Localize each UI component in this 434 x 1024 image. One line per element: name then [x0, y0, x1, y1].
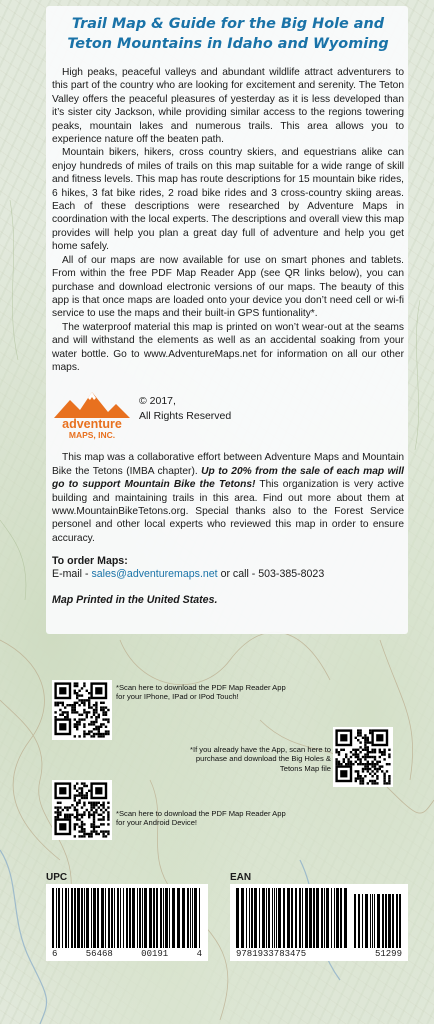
qr-note-android: *Scan here to download the PDF Map Reader App for your Android Device! — [116, 809, 286, 828]
qr-code-android[interactable] — [52, 780, 112, 840]
ean-barcode — [230, 884, 408, 961]
intro-paragraph: High peaks, peaceful valleys and abundant wildlife attract adventurers to this part of the country who are looking for excitement and serenity. The Teton Valley offers the peaceful pleasures of yesterday as it is less developed than it’s sister city Jackson, while providing similar access to the regions towering peaks, mountain lakes and numerous trails. This area allows you to experience nature off the beaten path. — [52, 67, 404, 146]
upc-digit-group: 00191 — [141, 949, 169, 959]
copyright-block — [139, 394, 231, 424]
upc-digit-group: 4 — [196, 949, 202, 959]
ean-label: EAN — [230, 872, 252, 883]
phone-text: or call - 503-385-8023 — [217, 568, 325, 581]
collaboration-paragraph — [52, 451, 404, 545]
logo-subword: MAPS, INC. — [68, 430, 116, 441]
ean-bars — [236, 888, 348, 948]
ean-digit-group: 9781933783475 — [236, 949, 307, 959]
collab-text-1: This map was a collaborative effort between Adventure Maps and Mountain Bike the Tetons (IMBA chapter). — [52, 452, 404, 477]
adventure-maps-logo — [52, 388, 132, 440]
qr-note-purchase: *If you already have the App, scan here to purchase and download the Big Holes & Tetons Map file — [190, 745, 331, 773]
ean-digits — [236, 949, 402, 959]
upc-digit-group: 56468 — [85, 949, 113, 959]
app-paragraph: All of our maps are now available for use on smart phones and tablets. From within the free PDF Map Reader App (see QR links below), you can purchase and download electronic versions of our maps. The beauty of this app is that once maps are loaded onto your device you don’t need cell or wi-fi service to use the maps and their built-in GPS funtionality*. — [52, 254, 404, 320]
upc-label: UPC — [46, 872, 68, 883]
material-paragraph: The waterproof material this map is printed on won’t wear-out at the seams and will withstand the elements as well as an accidental soaking from your water bottle. Go to www.AdventureMaps.net for information on all our other maps. — [52, 321, 404, 373]
ean-digit-group: 51299 — [374, 949, 402, 959]
page-title: Trail Map & Guide for the Big Hole and Teton Mountains in Idaho and Wyoming — [67, 16, 389, 52]
printed-note: Map Printed in the United States. — [52, 594, 218, 607]
upc-digits — [52, 949, 202, 959]
qr-code-apple[interactable] — [52, 680, 112, 740]
upc-barcode — [46, 884, 208, 961]
email-prefix: E-mail - — [52, 568, 92, 581]
copyright-year: © 2017, — [139, 395, 176, 408]
main-content — [52, 10, 404, 606]
logo-word: adventure — [62, 417, 122, 432]
email-link[interactable]: sales@adventuremaps.net — [91, 568, 218, 581]
collab-text-2: This organization is very active building and maintaining trails in this area. Find out more about them at www.MountainBikeTetons.org. Special thanks also to the Forest Service personel and other local experts who reviewed this map in order to ensure accuracy. — [52, 479, 405, 544]
order-title: To order Maps: — [52, 555, 128, 568]
upc-bars — [52, 888, 202, 948]
order-contact — [52, 568, 404, 580]
copyright-rights: All Rights Reserved — [139, 410, 232, 423]
upc-digit-group: 6 — [52, 949, 58, 959]
logo-row — [52, 388, 404, 443]
collab-highlight: Up to 20% from the sale of each map will go to support Mountain Bike the Tetons! — [52, 465, 404, 491]
qr-note-apple: *Scan here to download the PDF Map Reader App for your IPhone, IPad or IPod Touch! — [116, 683, 286, 702]
activities-paragraph: Mountain bikers, hikers, cross country skiers, and equestrians alike can enjoy hundreds of miles of trails on this map suitable for a wide range of skill and fitness levels. This map has route descriptions for 15 mountain bike rides, 6 hikes, 3 fat bike rides, 2 road bike rides and 3 cross-country skiing areas. Each of these descriptions were researched by Adventure Maps in coordination with the local experts. The descriptions and overall view this map provides will help you plan a great day full of adventure and help you get home safely. — [52, 147, 404, 253]
ean-addon-bars — [354, 894, 402, 948]
qr-code-purchase[interactable] — [333, 727, 393, 787]
